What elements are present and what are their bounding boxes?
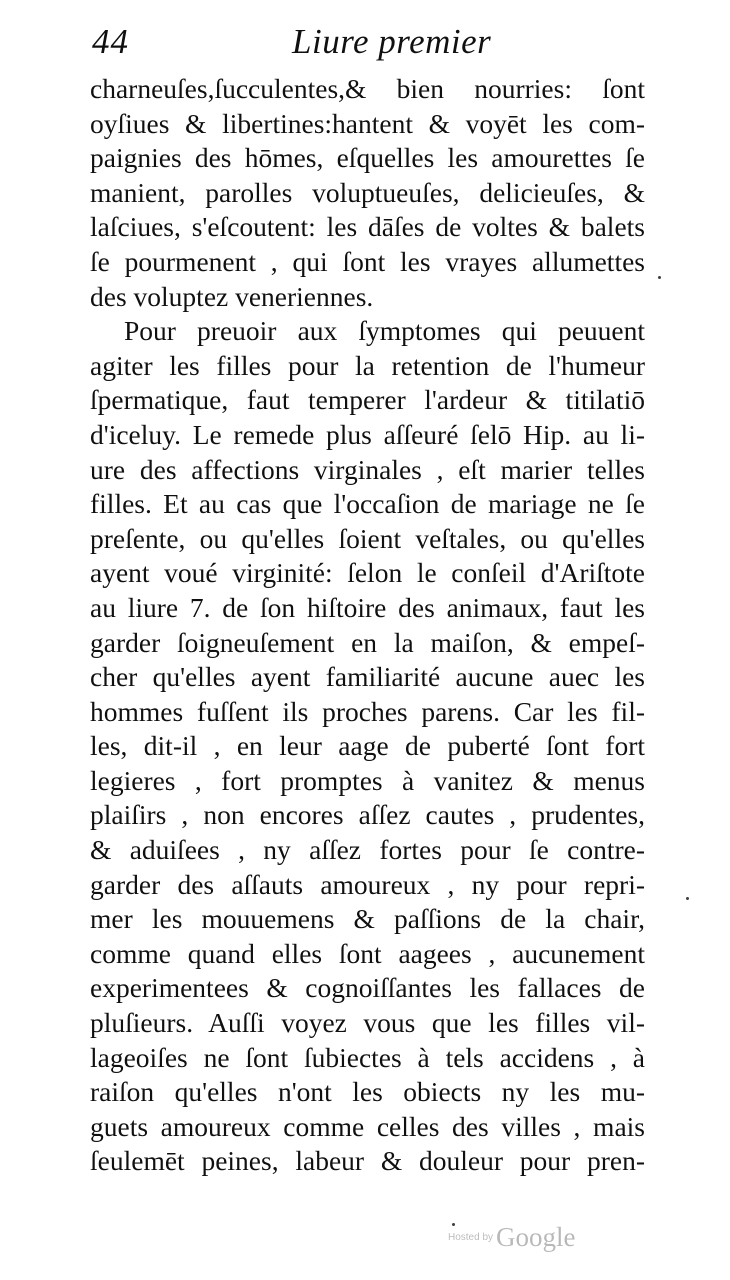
text-line: cher qu'elles ayent familiarité aucune auec les [90, 661, 645, 693]
text-line: charneuſes,ſucculentes,& bien nourries: ſont [90, 73, 645, 104]
text-line: ſpermatique, faut temperer l'ardeur & titilatiō [90, 384, 645, 416]
text-line: les, dit-il , en leur aage de puberté ſont fort [90, 730, 645, 762]
text-line: raiſon qu'elles n'ont les obiects ny les mu- [90, 1076, 645, 1108]
page-number: 44 [92, 22, 129, 61]
text-line: ſeulemēt peines, labeur & douleur pour pren- [90, 1145, 645, 1177]
text-line: laſciues, s'eſcoutent: les dāſes de voltes & balets [90, 211, 645, 243]
running-head: Liure premier [292, 22, 492, 61]
text-line: au liure 7. de ſon hiſtoire des animaux, faut les [90, 591, 645, 623]
text-line: filles. Et au cas que l'occaſion de mariage ne ſe [90, 488, 645, 520]
text-line: oyſiues & libertines:hantent & voyēt les com- [90, 107, 645, 139]
text-line: ure des affections virginales , eſt marier telles [90, 453, 645, 485]
text-line: comme quand elles ſont aagees , aucunement [90, 937, 645, 969]
text-line: mer les mouuemens & paſſions de la chair, [90, 903, 645, 935]
text-line: guets amoureux comme celles des villes , mais [90, 1110, 645, 1142]
text-line: ſe pourmenent , qui ſont les vrayes allumettes [90, 245, 645, 277]
text-line: garder des aſſauts amoureux , ny pour repri- [90, 868, 645, 900]
text-line: ayent voué virginité: ſelon le conſeil d'Ariſtote [90, 557, 645, 589]
ink-speck [658, 276, 661, 279]
text-line: hommes fuſſent ils proches parens. Car les fil- [90, 695, 645, 727]
page-header [92, 22, 652, 72]
paragraph-start-line: Pour preuoir aux ſymptomes qui peuuent [124, 315, 645, 347]
text-line: garder ſoigneuſement en la maiſon, & empeſ- [90, 626, 645, 658]
text-line: lageoiſes ne ſont ſubiectes à tels accidens , à [90, 1041, 645, 1073]
text-line: d'iceluy. Le remede plus aſſeuré ſelō Hip. au li- [90, 418, 645, 450]
text-line: preſente, ou qu'elles ſoient veſtales, ou qu'elles [90, 522, 645, 554]
text-line: & aduiſees , ny aſſez fortes pour ſe contre- [90, 834, 645, 866]
text-line: agiter les filles pour la retention de l'humeur [90, 349, 645, 381]
text-line: paignies des hōmes, eſquelles les amourettes ſe [90, 142, 645, 174]
text-line: manient, parolles voluptueuſes, delicieuſes, & [90, 176, 645, 208]
text-line: legieres , fort promptes à vanitez & menus [90, 764, 645, 796]
text-line: experimentees & cognoiſſantes les fallaces de [90, 972, 645, 1004]
ink-speck [686, 897, 689, 900]
google-wordmark: Google [496, 1222, 576, 1252]
text-line: plaiſirs , non encores aſſez cautes , prudentes, [90, 799, 645, 831]
hosted-by-label: Hosted by [448, 1232, 494, 1243]
body-text [90, 72, 645, 1179]
digitization-watermark [448, 1222, 576, 1252]
text-line: pluſieurs. Auſſi voyez vous que les filles vil- [90, 1007, 645, 1039]
text-line: des voluptez veneriennes. [90, 280, 374, 312]
